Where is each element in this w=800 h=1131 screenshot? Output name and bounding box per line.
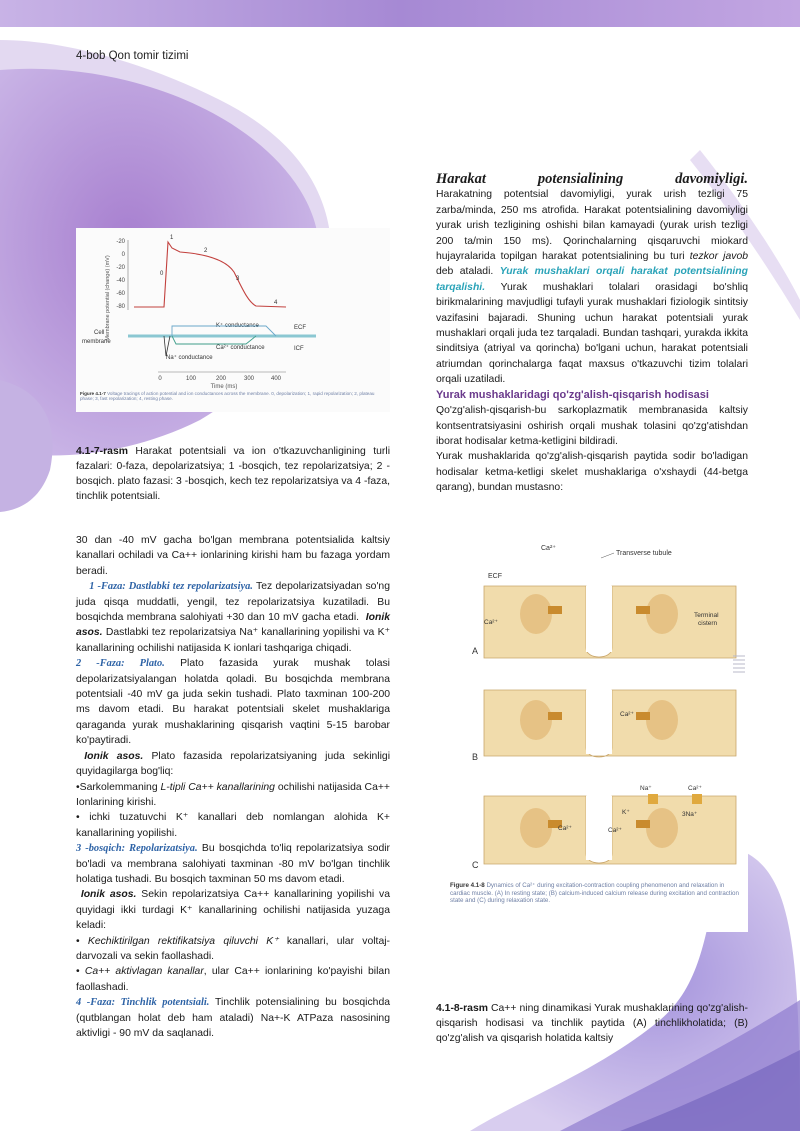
section-title-duration: Harakat potensialining davomiyligi. (436, 171, 748, 187)
fig1-phase-label: 2 (204, 248, 208, 254)
cell-membrane-line-1: Cell (94, 330, 105, 336)
left-column (76, 533, 390, 1041)
fig1-y-axis-label: Membrane potential (change) (mV) (105, 255, 111, 341)
panel-b-label: B (472, 752, 479, 762)
bullet-prefix: • (76, 966, 85, 978)
fig1-ytick: 0 (121, 252, 125, 258)
transverse-tubule-label: Transverse tubule (616, 550, 672, 557)
duration-text-b: deb ataladi. (436, 266, 500, 278)
fig2-caption-text: Ca++ ning dinamikasi Yurak mushaklarining qo'zg'alish-qisqarish hodisasi va tinchlik paytida (A) tinchlikholatida; (B) qo'zg'alish va qisqarish holatida kaltsiy (436, 1003, 748, 1044)
terminal-cistern-label (694, 612, 720, 627)
ec-paragraph-2: Yurak mushaklarida qo'zg'alish-qisqarish paytida sodir bo'ladigan hodisalar ketma-ketligi skelet mushaklariga o'xshaydi (44-betga qarang), bundan mustasno: (436, 451, 748, 494)
terminal-cistern-line-2: cistern (698, 620, 718, 627)
ca-label-c-right: Ca²⁺ (688, 785, 702, 792)
ca-label-b: Ca²⁺ (620, 711, 634, 718)
icf-label: ICF (294, 346, 304, 352)
phase1-text: Tez depolarizatsiyadan so'ng juda qisqa muddatli, yengil, tez repolarizatsiya kuzatiladi. Bu bosqichda membrana salohiyati +30 dan 10 mV gacha etadi. (76, 581, 390, 624)
ca-conductance-label: Ca²⁺ conductance (216, 345, 265, 351)
duration-text-a: Harakatning potentsial davomiyligi, yurak urish tezligi 75 zarba/minda, 250 ms atrofida. Harakat potentsialining davomiyligi yurak urish tezligining oshishi bilan kamayadi (yurak urish tezligi 200 ta/min 150 ms). Qorinchalarning qisqaruvchi miokard hujayralarida topilgan harakat potentsialining bu turi (436, 189, 748, 263)
phase4-text: Tinchlik potensialining bu bosqichda (qutblangan holat deb ham ataladi) Na+-K ATPaza nasosining aktivligi - 90 mV da saqlanadi. (76, 997, 391, 1039)
phase4-paragraph (76, 995, 390, 1041)
fig1-inner-caption-text: Voltage tracings of action potential and ion conductances across the membrane. 0, depolarization; 1, rapid repolarization; 2, plateau phase; 3, fast repolarization; 4, resting phase. (80, 391, 375, 402)
terminal-cistern-line-1: Terminal (694, 612, 719, 619)
fig1-phase-label: 0 (160, 271, 164, 277)
bullet-suffix: ochilishi natijasida Ca++ Ionlarining kirishi. (76, 781, 390, 808)
bullet-delayed-rectifier-emph: Kechiktirilgan rektifikatsiya qiluvchi K⁺ (87, 935, 279, 947)
duration-paragraph (436, 187, 748, 387)
ionic-basis-3-text: Sekin repolarizatsiya Ca++ kanallarining yopilishi va quyidagi ikki turdagi K⁺ kanallarining ochilishi natijasida yuzaga keladi: (76, 889, 390, 932)
fig2-inner-caption-text: Dynamics of Ca²⁺ during excitation-contraction coupling phenomenon and relaxation in cardiac muscle. (A) In resting state; (B) calcium-induced calcium release during excitation and contraction state and (C) during relaxation state. (450, 882, 739, 905)
phase3-title: 3 -bosqich: Repolarizatsiya. (76, 843, 198, 855)
fast-response-term: tezkor javob (689, 251, 748, 263)
panel-a-label: A (472, 646, 479, 656)
ionic-basis-2-text: Plato fazasida repolarizatsiyaning juda sekinligi quyidagilarga bog'liq: (76, 750, 391, 778)
fig1-xtick: 200 (215, 376, 227, 382)
ca-label-c-mid: Ca²⁺ (608, 827, 622, 834)
ca-label-a: Ca²⁺ (484, 619, 498, 626)
ecf-label: ECF (294, 325, 306, 331)
phase2-title: 2 -Faza: Plato. (76, 658, 165, 670)
cell-membrane-line-2: membrane (82, 339, 111, 345)
figure-calcium-dynamics (436, 528, 748, 932)
bullet-prefix: •Sarkolemmaning (76, 781, 161, 793)
phase1-title: 1 -Faza: Dastlabki tez repolarizatsiya. (89, 581, 253, 593)
phase2-paragraph (76, 656, 390, 748)
na-label-c: Na⁺ (640, 785, 652, 792)
fig1-caption-text: Harakat potentsiali va ion o'tkazuvchanligining turli fazalari: 0-faza, depolarizatsiya; 1 -bosqich, tez repolarizatsiya; 2 -bosqich. plato fazasi: 3 -bosqich, kech tez repolarizatsiya va 4 -faza, tinchlik potentsiali. (76, 446, 390, 502)
figure-action-potential (76, 228, 390, 412)
bullet-delayed-rectifier (76, 934, 390, 965)
fig1-ytick: -60 (116, 291, 125, 297)
section-title-excitation-contraction: Yurak mushaklaridagi qo'zg'alish-qisqarish hodisasi (436, 388, 709, 401)
propagation-subheading: Yurak mushaklari orqali harakat potentsialining tarqalishi. (436, 266, 748, 293)
ionic-basis-1-text: Dastlabki tez repolarizatsiya Na⁺ kanallarining yopilishi va K⁺ kanallarining ochilishi natijasida K ionlari tashqariga chiqadi. (76, 627, 390, 654)
ionic-basis-3-label: Ionik asos. (80, 889, 137, 901)
fig1-caption (76, 444, 390, 504)
phase1-paragraph (76, 579, 390, 656)
ec-paragraph-1: Qo'zg'alish-qisqarish-bu sarkoplazmatik membranasida kaltsiy kontsentratsiyasini oshirish orqali mushak tolasini qo'zg'atishdan iborat hodisalar ketma-ketligini bildiradi. (436, 405, 748, 447)
phase3-text: Bu bosqichda to'liq repolarizatsiya sodir bo'ladi va membrana salohiyati taxminan -80 mV bo'lgan tinchlik holatiga tushadi. Bu bosqich taxminan 50 ms davom etadi. (76, 843, 391, 885)
fig1-xtick: 300 (243, 376, 255, 382)
fig1-phase-label: 1 (170, 235, 174, 241)
ecf-label-fig2: ECF (488, 573, 502, 580)
bullet-ca-activated (76, 964, 390, 995)
fig1-phase-label: 4 (274, 300, 278, 306)
bullet-suffix: , ular Ca++ ionlarining ko'payishi bilan faollashadi. (76, 966, 390, 993)
fig1-xtick: 400 (270, 376, 282, 382)
k-label-c: K⁺ (622, 809, 630, 816)
fig1-ytick: -20 (116, 265, 125, 271)
phase3-paragraph (76, 841, 390, 887)
ionic-basis-2-label: Ionik asos. (84, 750, 144, 762)
fig1-phase-label: 3 (236, 276, 240, 282)
ionic-basis-2-paragraph (76, 749, 390, 780)
fig2-caption (436, 1001, 748, 1046)
fig1-caption-bold: 4.1-7-rasm (76, 446, 128, 457)
chapter-header: 4-bob Qon tomir tizimi (76, 50, 189, 62)
na-conductance-label: Na⁺ conductance (166, 355, 213, 361)
bullet-l-type-ca (76, 780, 390, 811)
ca-top-label: Ca²⁺ (541, 545, 556, 552)
bullet-l-type-ca-emph: L-tipli Ca++ kanallarining (160, 781, 275, 793)
phase2-text: Plato fazasida yurak mushak tolasi depolarizatsiyalangan holatda qoladi. Bu bosqichda membrana potentsiali -40 mV ga juda sekin tushadi. Plato taxminan 100-200 ms davom etadi. Bu harakat potentsiali skelet mushaklariga qaraganda yurak mushaklarining qisqarish vaqtini 5-15 barobar ko'paytiradi. (76, 658, 390, 747)
fig1-ytick: -40 (116, 278, 125, 284)
fig1-inner-caption (80, 391, 386, 402)
duration-text-c: Yurak mushaklari tolalari orasidagi bo'shliq birikmalarining mavjudligi tufayli yurak mushaklari fiziologik sintitsiy vazifasini bajaradi. Shuning uchun harakat potentsiali yurak mushaklari orqali juda tez tarqaladi. Bundan tashqari, yurakda ikkita sinditsiya (atriyal va qorincha) bo'lgani uchun, harakat potentsiali atriumdan qorinchalarga faqat maxsus o'tkazuvchi tizim tolalari orqali uzatiladi. (436, 281, 748, 386)
intro-paragraph: 30 dan -40 mV gacha bo'lgan membrana potentsialida kaltsiy kanallari ochiladi va Ca++ ionlarining kirishi ham bu fazaga yordam beradi. (76, 535, 390, 577)
fig1-inner-caption-bold: Figure 4.1-7 (80, 391, 106, 396)
bullet-prefix: • (76, 935, 88, 947)
panel-c-label: C (472, 860, 479, 870)
bullet-inward-rectifier: • ichki tuzatuvchi K⁺ kanallari deb nomlangan alohida K+ kanallarining yopilishi. (76, 812, 390, 839)
fig2-inner-caption (450, 882, 740, 905)
bullet-ca-activated-emph: Ca++ aktivlagan kanallar (84, 966, 204, 978)
ca-label-c-left: Ca²⁺ (558, 825, 572, 832)
fig1-xtick: 100 (185, 376, 197, 382)
fig2-inner-caption-bold: Figure 4.1-8 (450, 882, 485, 889)
ionic-basis-3-paragraph (76, 887, 390, 933)
k-conductance-label: K⁺ conductance (216, 323, 259, 329)
three-na-label: 3Na⁺ (682, 811, 698, 818)
phase4-title: 4 -Faza: Tinchlik potentsiali. (76, 997, 210, 1009)
fig1-ytick: -80 (116, 304, 125, 310)
fig1-xtick: 0 (158, 376, 162, 382)
fig2-caption-bold: 4.1-8-rasm (436, 1003, 488, 1014)
fig1-ytick: -20 (116, 239, 125, 245)
scroll-handle-icon[interactable] (732, 652, 746, 676)
ionic-basis-1-label: Ionik asos. (76, 612, 390, 639)
right-column (436, 172, 748, 496)
fig1-x-axis-label: Time (ms) (210, 384, 238, 390)
bullet-suffix: kanallari, ular voltaj-darvozali va sekin faollashadi. (76, 935, 390, 962)
